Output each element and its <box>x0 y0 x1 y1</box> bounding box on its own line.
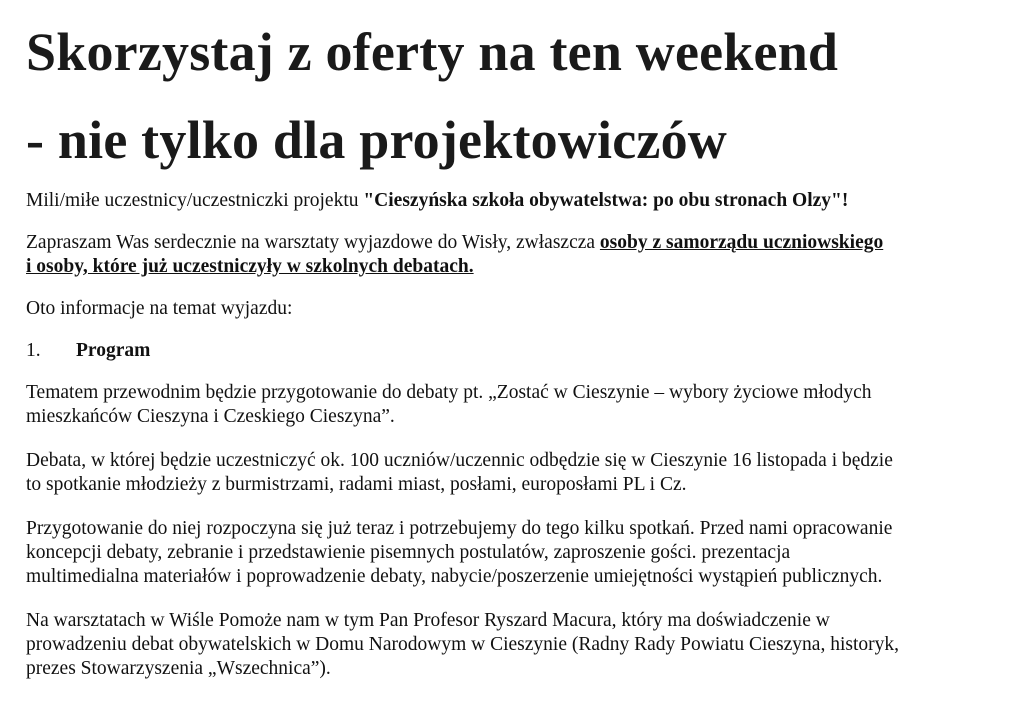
greeting-paragraph <box>26 190 1011 212</box>
section-1-heading <box>26 340 1011 362</box>
section-number: 1. <box>26 340 41 361</box>
preparation-line-1: Przygotowanie do niej rozpoczyna się już teraz i potrzebujemy do tego kilku spotkań. Przed nami opracowanie <box>26 518 893 539</box>
headline-line-1: Skorzystaj z oferty na ten weekend <box>26 22 839 82</box>
workshop-line-3: prezes Stowarzyszenia „Wszechnica”). <box>26 658 331 679</box>
headline-line-2: - nie tylko dla projektowiczów <box>26 110 727 170</box>
greeting-prefix: Mili/miłe uczestnicy/uczestniczki projektu <box>26 190 364 211</box>
preparation-line-3: multimedialna materiałów i poprowadzenie debaty, nabycie/poszerzenie umiejętności wystąpień publicznych. <box>26 566 883 587</box>
project-name: "Cieszyńska szkoła obywatelstwa: po obu stronach Olzy"! <box>363 190 849 211</box>
theme-line-1: Tematem przewodnim będzie przygotowanie do debaty pt. „Zostać w Cieszynie – wybory życiowe młodych <box>26 382 872 403</box>
debate-line-1: Debata, w której będzie uczestniczyć ok. 100 uczniów/uczennic odbędzie się w Cieszynie 16 listopada i będzie <box>26 450 893 471</box>
theme-line-2: mieszkańców Cieszyna i Czeskiego Cieszyna”. <box>26 406 395 427</box>
intro-paragraph: Oto informacje na temat wyjazdu: <box>26 298 293 319</box>
invitation-highlight-2: i osoby, które już uczestniczyły w szkolnych debatach. <box>26 256 474 277</box>
workshop-line-2: prowadzeniu debat obywatelskich w Domu Narodowym w Cieszynie (Radny Rady Powiatu Cieszyna, historyk, <box>26 634 899 655</box>
invitation-line-1 <box>26 232 1011 254</box>
preparation-line-2: koncepcji debaty, zebranie i przedstawienie pisemnych postulatów, zaproszenie gości. prezentacja <box>26 542 791 563</box>
invitation-highlight-1: osoby z samorządu uczniowskiego <box>599 232 884 253</box>
workshop-line-1: Na warsztatach w Wiśle Pomoże nam w tym Pan Profesor Ryszard Macura, który ma doświadczenie w <box>26 610 830 631</box>
invitation-line-2 <box>26 256 1011 278</box>
debate-line-2: to spotkanie młodzieży z burmistrzami, radami miast, posłami, europosłami PL i Cz. <box>26 474 687 495</box>
invitation-text: Zapraszam Was serdecznie na warsztaty wyjazdowe do Wisły, zwłaszcza <box>26 232 600 253</box>
section-title: Program <box>76 340 151 361</box>
